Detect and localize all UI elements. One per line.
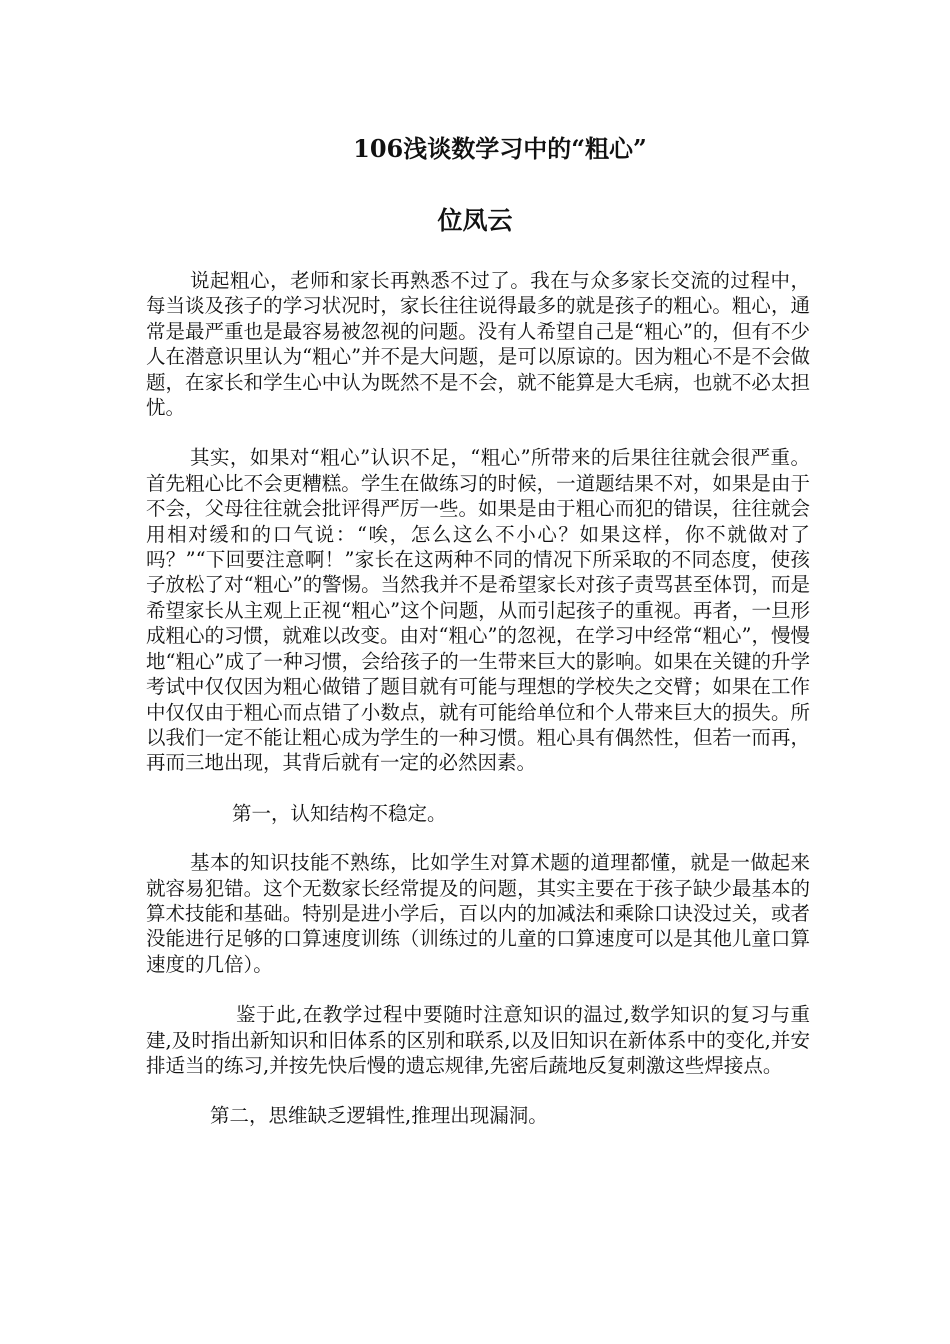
section-heading-first: 第一，认知结构不稳定。 <box>232 801 447 825</box>
paragraph-consequences: 其实，如果对“粗心”认识不足，“粗心”所带来的后果往往就会很严重。首先粗心比不会更糟糕。学生在做练习的时候，一道题结果不对，如果是由于不会，父母往往就会批评得严厉一些。如果是由于粗心而犯的错误，往往就会用相对缓和的口气说：“唉，怎么这么不小心？如果这样，你不就做对了吗？”“下回要注意啊！”家长在这两种不同的情况下所采取的不同态度，使孩子放松了对“粗心”的警惕。当然我并不是希望家长对孩子责骂甚至体罚，而是希望家长从主观上正视“粗心”这个问题，从而引起孩子的重视。再者，一旦形成粗心的习惯，就难以改变。由对“粗心”的忽视，在学习中经常“粗心”，慢慢地“粗心”成了一种习惯，会给孩子的一生带来巨大的影响。如果在关键的升学考试中仅仅因为粗心做错了题目就有可能与理想的学校失之交臂；如果在工作中仅仅由于粗心而点错了小数点，就有可能给单位和个人带来巨大的损失。所以我们一定不能让粗心成为学生的一种习惯。粗心具有偶然性，但若一而再，再而三地出现，其背后就有一定的必然因素。 <box>146 446 810 775</box>
paragraph-basic-skills: 基本的知识技能不熟练，比如学生对算术题的道理都懂，就是一做起来就容易犯错。这个无数家长经常提及的问题，其实主要在于孩子缺少最基本的算术技能和基础。特别是进小学后，百以内的加减法和乘除口诀没过关，或者没能进行足够的口算速度训练（训练过的儿童的口算速度可以是其他儿童口算速度的几倍）。 <box>146 851 810 976</box>
document-title: 106浅谈数学习中的“粗心” <box>353 134 647 163</box>
paragraph-teaching-advice: 鉴于此,在教学过程中要随时注意知识的温过,数学知识的复习与重建,及时指出新知识和旧体系的区别和联系,以及旧知识在新体系中的变化,并安排适当的练习,并按先快后慢的遗忘规律,先密后蔬地反复刺激这些焊接点。 <box>146 1003 810 1077</box>
author-name: 位凤云 <box>437 206 513 235</box>
paragraph-intro: 说起粗心，老师和家长再熟悉不过了。我在与众多家长交流的过程中，每当谈及孩子的学习状况时，家长往往说得最多的就是孩子的粗心。粗心，通常是最严重也是最容易被忽视的问题。没有人希望自己是“粗心”的，但有不少人在潜意识里认为“粗心”并不是大问题，是可以原谅的。因为粗心不是不会做题，在家长和学生心中认为既然不是不会，就不能算是大毛病，也就不必太担忧。 <box>146 269 810 420</box>
section-heading-second: 第二，思维缺乏逻辑性,推理出现漏洞。 <box>210 1104 548 1128</box>
document-body <box>146 268 810 1154</box>
